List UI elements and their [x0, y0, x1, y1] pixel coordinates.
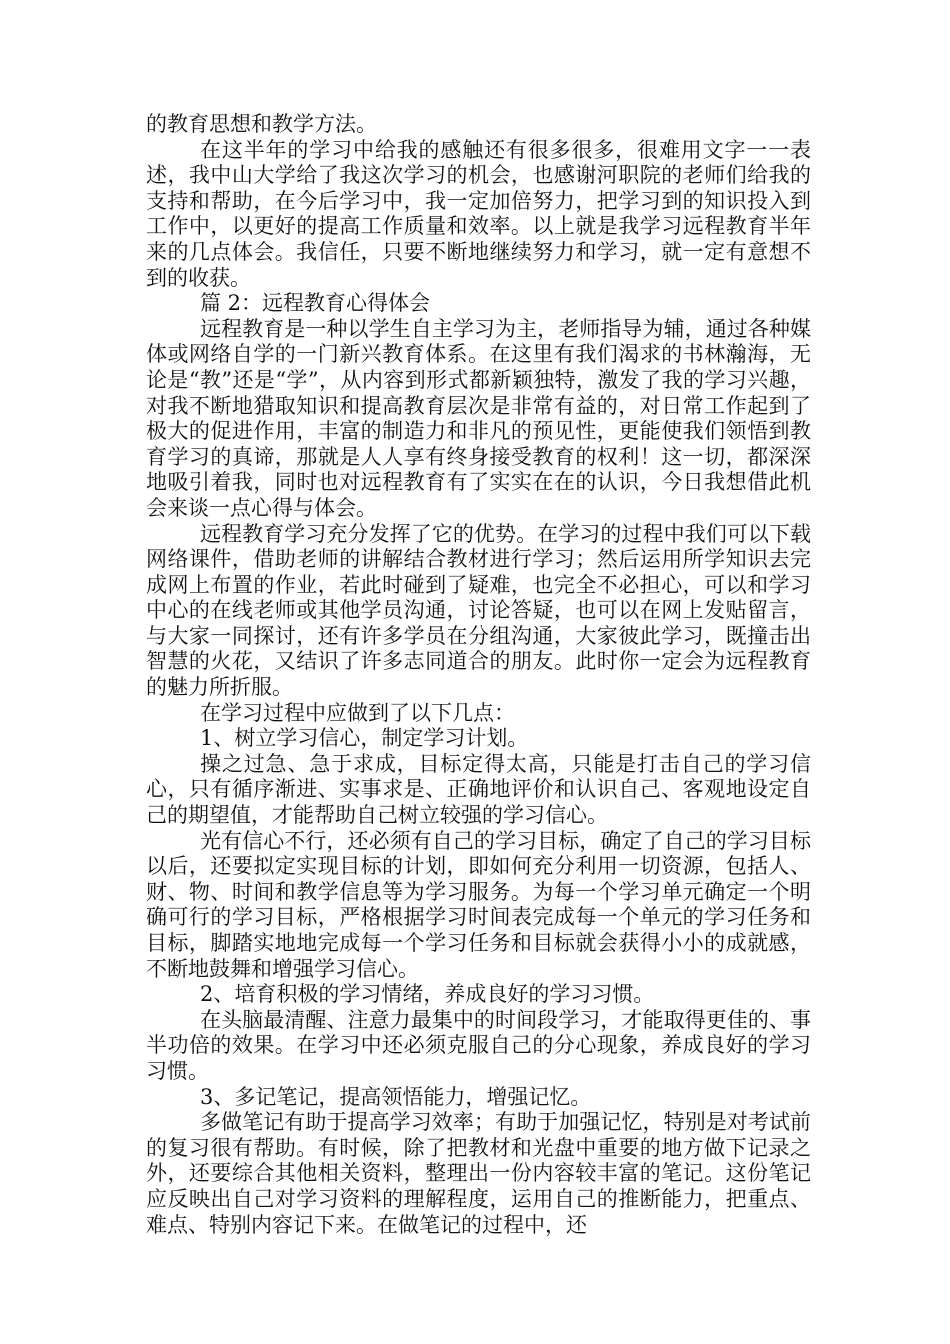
section-heading: 篇 2：远程教育心得体会	[200, 291, 431, 316]
list-point-heading: 1、树立学习信心，制定学习计划。	[200, 726, 529, 751]
paragraph: 在学习过程中应做到了以下几点：	[200, 700, 515, 725]
document-body	[146, 112, 811, 1238]
paragraph: 多做笔记有助于提高学习效率；有助于加强记忆，特别是对考试前的复习很有帮助。有时候，除了把教材和光盘中重要的地方做下记录之外，还要综合其他相关资料，整理出一份内容较丰富的笔记。这份笔记应反映出自己对学习资料的理解程度，运用自己的推断能力，把重点、难点、特别内容记下来。在做笔记的过程中，还	[146, 1110, 811, 1237]
paragraph: 远程教育学习充分发挥了它的优势。在学习的过程中我们可以下载网络课件，借助老师的讲解结合教材进行学习；然后运用所学知识去完成网上布置的作业，若此时碰到了疑难，也完全不必担心，可以和学习中心的在线老师或其他学员沟通，讨论答疑，也可以在网上发贴留言，与大家一同探讨，还有许多学员在分组沟通，大家彼此学习，既撞击出智慧的火花，又结识了许多志同道合的朋友。此时你一定会为远程教育的魅力所折服。	[146, 521, 811, 700]
list-point-heading: 3、多记笔记，提高领悟能力，增强记忆。	[200, 1084, 592, 1109]
paragraph: 光有信心不行，还必须有自己的学习目标，确定了自己的学习目标以后，还要拟定实现目标的计划，即如何充分利用一切资源，包括人、财、物、时间和教学信息等为学习服务。为每一个学习单元确定一个明确可行的学习目标，严格根据学习时间表完成每一个单元的学习任务和目标，脚踏实地地完成每一个学习任务和目标就会获得小小的成就感，不断地鼓舞和增强学习信心。	[146, 828, 811, 981]
paragraph: 操之过急、急于求成，目标定得太高，只能是打击自己的学习信心，只有循序渐进、实事求是、正确地评价和认识自己、客观地设定自己的期望值，才能帮助自己树立较强的学习信心。	[146, 751, 811, 828]
paragraph: 的教育思想和教学方法。	[146, 112, 377, 136]
paragraph: 在头脑最清醒、注意力最集中的时间段学习，才能取得更佳的、事半功倍的效果。在学习中还必须克服自己的分心现象，养成良好的学习习惯。	[146, 1007, 811, 1083]
paragraph: 在这半年的学习中给我的感触还有很多很多，很难用文字一一表述，我中山大学给了我这次学习的机会，也感谢河职院的老师们给我的支持和帮助，在今后学习中，我一定加倍努力，把学习到的知识投入到工作中，以更好的提高工作质量和效率。以上就是我学习远程教育半年来的几点体会。我信任，只要不断地继续努力和学习，就一定有意想不到的收获。	[146, 137, 811, 290]
list-point-heading: 2、培育积极的学习情绪，养成良好的学习习惯。	[200, 982, 655, 1007]
paragraph: 远程教育是一种以学生自主学习为主，老师指导为辅，通过各种媒体或网络自学的一门新兴教育体系。在这里有我们渴求的书林瀚海，无论是“教”还是“学”，从内容到形式都新颖独特，激发了我的学习兴趣，对我不断地猎取知识和提高教育层次是非常有益的，对日常工作起到了极大的促进作用，丰富的制造力和非凡的预见性，更能使我们领悟到教育学习的真谛，那就是人人享有终身接受教育的权利！这一切，都深深地吸引着我，同时也对远程教育有了实实在在的认识，今日我想借此机会来谈一点心得与体会。	[146, 316, 811, 520]
